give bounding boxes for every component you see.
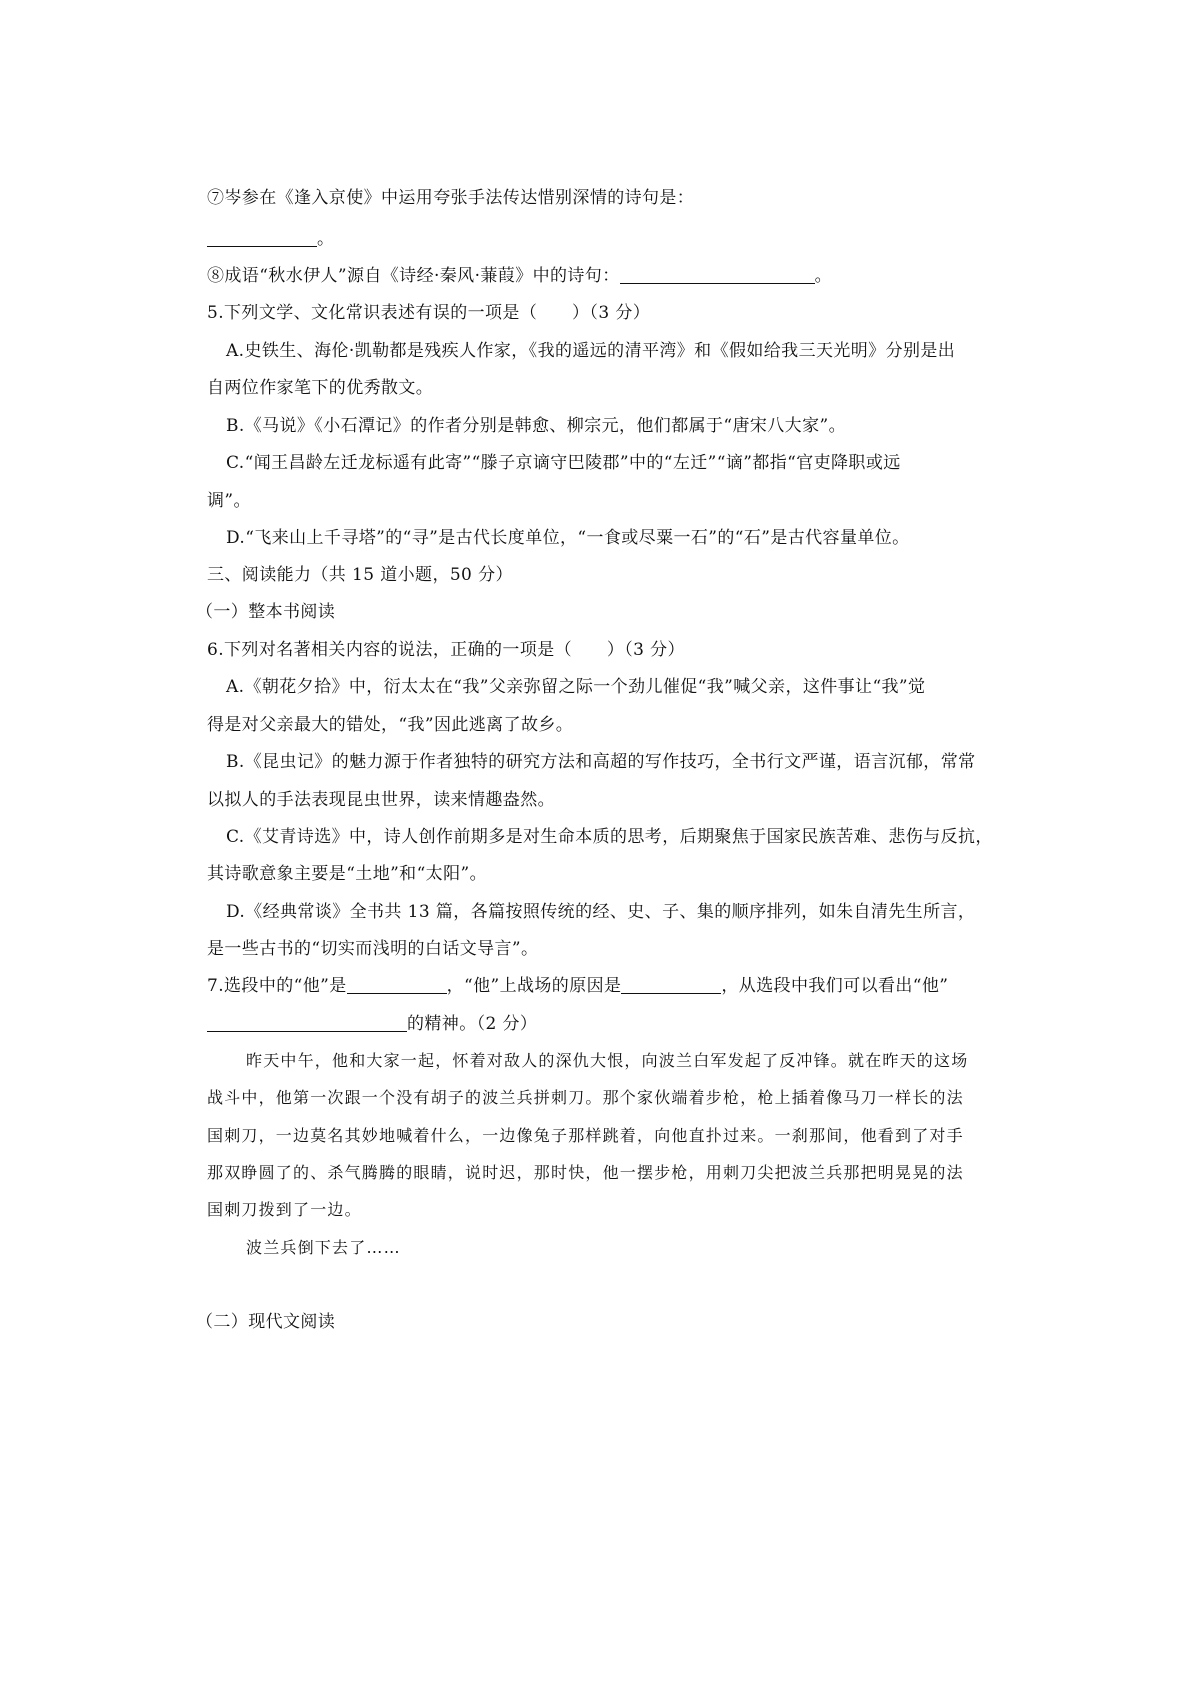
answer-blank[interactable] [620,265,815,284]
q6-option-c: C.《艾青诗选》中，诗人创作前期多是对生命本质的思考，后期聚焦于国家民族苦难、悲伤与反抗， [226,827,993,847]
q7-stem [207,973,1000,999]
punctuation: 。 [814,266,832,286]
excerpt-line: 昨天中午，他和大家一起，怀着对敌人的深仇大恨，向波兰白军发起了反冲锋。就在昨天的这场 [246,1051,969,1070]
section3-part1: （一）整本书阅读 [196,602,336,622]
excerpt-line: 国刺刀拨到了一边。 [207,1200,362,1219]
q6-option-d: D.《经典常谈》全书共 13 篇，各篇按照传统的经、史、子、集的顺序排列，如朱自清先生所言， [226,902,976,922]
q5-option-b: B.《马说》《小石潭记》的作者分别是韩愈、柳宗元，他们都属于“唐宋八大家”。 [226,416,846,436]
q7-text-c: ，从选段中我们可以看出“他” [721,976,949,996]
q7-text-a: 7.选段中的“他”是 [207,976,347,996]
q6-stem: 6.下列对名著相关内容的说法，正确的一项是（ ）（3 分） [207,640,685,660]
q6-option-a-cont: 得是对父亲最大的错处，“我”因此逃离了故乡。 [207,715,574,735]
q5-option-a: A.史铁生、海伦·凯勒都是残疾人作家，《我的遥远的清平湾》和《假如给我三天光明》分别是出 [226,341,956,361]
q6-option-b: B.《昆虫记》的魅力源于作者独特的研究方法和高超的写作技巧，全书行文严谨，语言沉郁，常常 [226,752,976,772]
q6-option-c-cont: 其诗歌意象主要是“土地”和“太阳”。 [207,864,487,884]
excerpt-line: 国刺刀，一边莫名其妙地喊着什么，一边像兔子那样跳着，向他直扑过来。一刹那间，他看到了对手 [207,1126,964,1145]
q4-item7-answer-line [207,226,1000,252]
q4-item8-text: ⑧成语“秋水伊人”源自《诗经·秦风·蒹葭》中的诗句： [207,266,620,286]
q6-option-d-cont: 是一些古书的“切实而浅明的白话文导言”。 [207,939,539,959]
section3-title: 三、阅读能力（共 15 道小题，50 分） [207,565,513,585]
q7-stem-cont [207,1011,1000,1037]
q5-option-a-cont: 自两位作家笔下的优秀散文。 [207,378,434,398]
answer-blank[interactable] [347,975,447,994]
q5-option-c: C.“闻王昌龄左迁龙标遥有此寄”“滕子京谪守巴陵郡”中的“左迁”“谪”都指“官吏降职或远 [226,453,901,473]
q6-option-b-cont: 以拟人的手法表现昆虫世界，读来情趣盎然。 [207,790,555,810]
q5-stem: 5.下列文学、文化常识表述有误的一项是（ ）（3 分） [207,303,651,323]
excerpt-line: 波兰兵倒下去了…… [246,1238,401,1257]
excerpt-line: 战斗中，他第一次跟一个没有胡子的波兰兵拼刺刀。那个家伙端着步枪，枪上插着像马刀一样长的法 [207,1088,964,1107]
punctuation: 。 [317,229,335,249]
answer-blank[interactable] [207,228,317,247]
excerpt-line: 那双睁圆了的、杀气腾腾的眼睛，说时迟，那时快，他一摆步枪，用刺刀尖把波兰兵那把明晃晃的法 [207,1163,964,1182]
answer-blank[interactable] [621,975,721,994]
q5-option-d: D.“飞来山上千寻塔”的“寻”是古代长度单位，“一食或尽粟一石”的“石”是古代容量单位。 [226,528,910,548]
q4-item8 [207,263,1000,289]
section3-part2: （二）现代文阅读 [196,1312,336,1332]
q7-text-d: 的精神。（2 分） [407,1014,538,1034]
q5-option-c-cont: 调”。 [207,491,251,511]
q6-option-a: A.《朝花夕拾》中，衍太太在“我”父亲弥留之际一个劲儿催促“我”喊父亲，这件事让“我”觉 [226,677,926,697]
q4-item7 [207,185,1000,211]
answer-blank[interactable] [207,1013,407,1032]
q4-item7-text: ⑦岑参在《逢入京使》中运用夸张手法传达惜别深情的诗句是： [207,188,695,208]
q7-text-b: ，“他”上战场的原因是 [446,976,622,996]
